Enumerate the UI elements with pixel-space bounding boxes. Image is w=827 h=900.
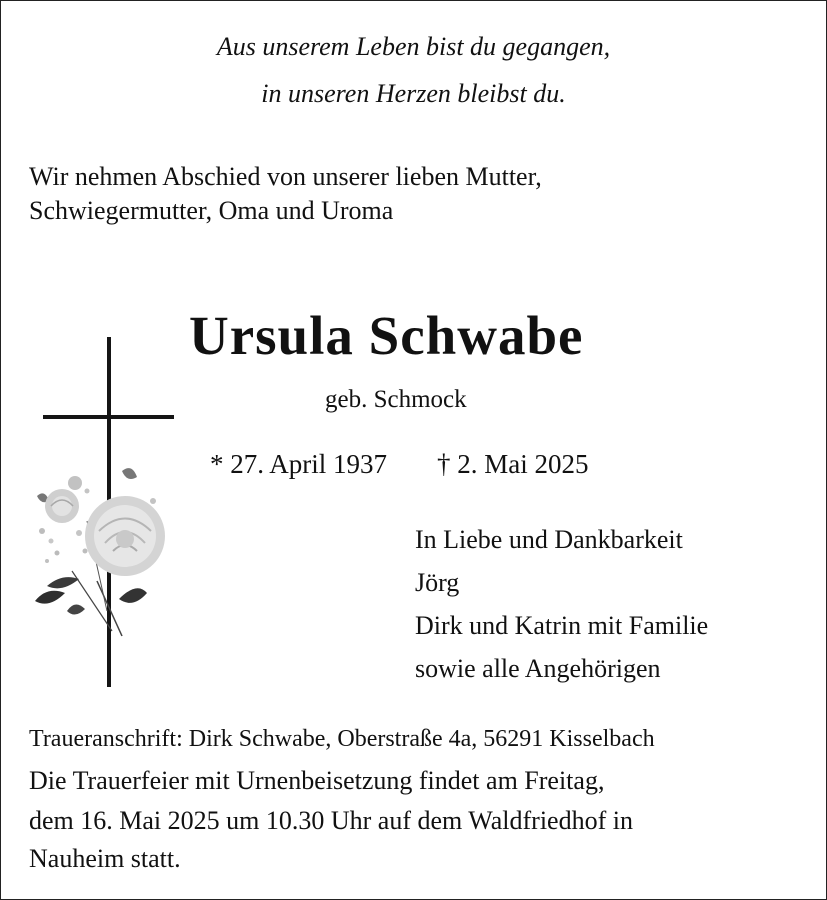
intro-line-1: Wir nehmen Abschied von unserer lieben Mutter, <box>29 162 542 191</box>
maiden-name: geb. Schmock <box>325 386 467 413</box>
ceremony-line-3: Nauheim statt. <box>29 844 181 873</box>
signature-line: sowie alle Angehörigen <box>415 654 661 683</box>
ceremony-line-1: Die Trauerfeier mit Urnenbeisetzung findet am Freitag, <box>29 766 605 795</box>
death-date: † 2. Mai 2025 <box>437 449 589 479</box>
cross-bar <box>43 415 174 419</box>
verse-line-1: Aus unserem Leben bist du gegangen, <box>216 32 611 61</box>
signature-line: Dirk und Katrin mit Familie <box>415 611 709 640</box>
signature-line: In Liebe und Dankbarkeit <box>415 525 683 554</box>
rose-bouquet-image <box>27 461 177 661</box>
ceremony-line-2: dem 16. Mai 2025 um 10.30 Uhr auf dem Waldfriedhof in <box>29 806 633 835</box>
signature-line: Jörg <box>415 568 460 597</box>
deceased-name: Ursula Schwabe <box>189 305 584 366</box>
mourning-address: Traueranschrift: Dirk Schwabe, Oberstraße 4a, 56291 Kisselbach <box>29 726 655 752</box>
birth-date: * 27. April 1937 <box>210 449 388 479</box>
intro-line-2: Schwiegermutter, Oma und Uroma <box>29 196 394 225</box>
verse-line-2: in unseren Herzen bleibst du. <box>261 79 566 108</box>
